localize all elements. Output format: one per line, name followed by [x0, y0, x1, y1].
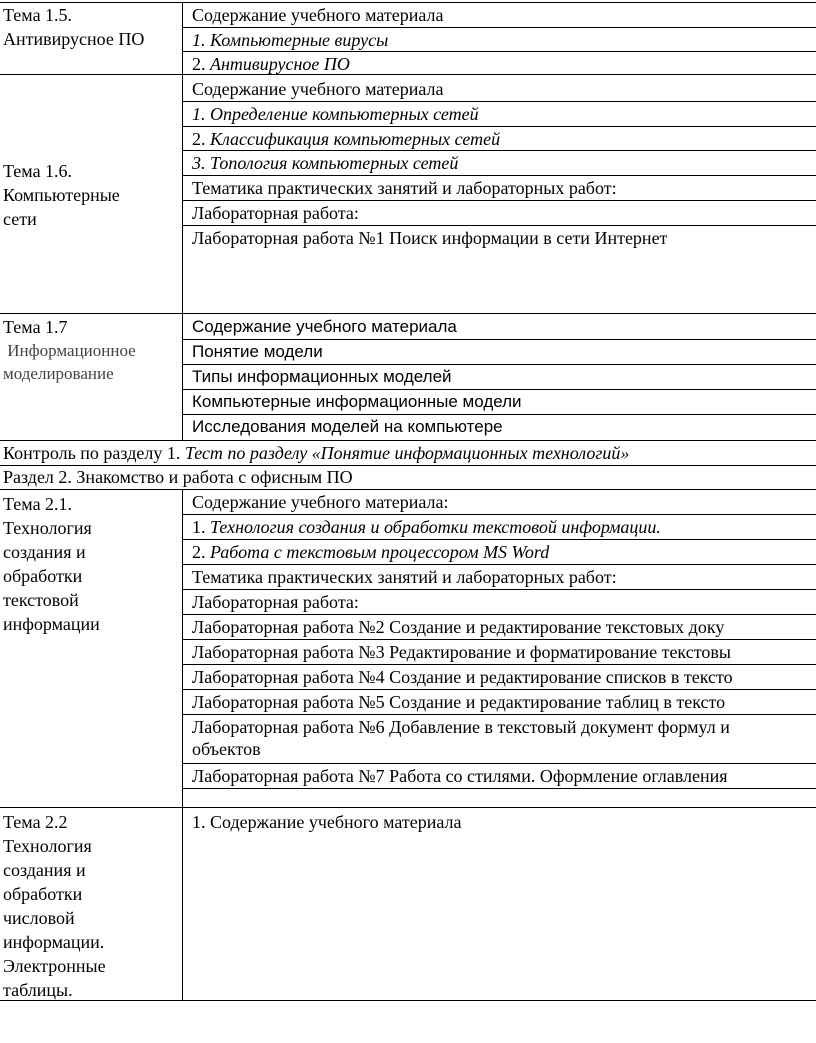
- topic-1-7-item-0: Содержание учебного материала: [192, 317, 457, 336]
- topic-2-1-item-0: Содержание учебного материала:: [192, 492, 449, 512]
- topic-1-7-item-2: Типы информационных моделей: [192, 367, 452, 386]
- topic-1-7-title: [3, 316, 136, 385]
- topic-title-line: информации: [3, 614, 100, 634]
- topic-1-6-item-6: Лабораторная работа №1 Поиск информации в сети Интернет: [192, 228, 668, 248]
- topic-title-line: Антивирусное ПО: [3, 29, 145, 49]
- topic-2-1-item-4: Лабораторная работа:: [192, 592, 359, 612]
- topic-1-7-item-1: Понятие модели: [192, 342, 323, 361]
- control-test-title: Тест по разделу «Понятие информационных технологий»: [184, 443, 630, 463]
- topic-title-line: Электронные: [3, 956, 106, 976]
- topic-title-line: Тема 1.7: [3, 317, 68, 337]
- item-number: 2.: [192, 129, 210, 149]
- item-text: Работа с текстовым процессором MS Word: [210, 542, 550, 562]
- topic-2-1-item-9-continued: объектов: [192, 739, 261, 759]
- topic-title-line: Технология: [3, 836, 92, 856]
- topic-1-7-item-4: Исследования моделей на компьютере: [192, 417, 503, 436]
- item-text: Технология создания и обработки текстовой информации.: [210, 517, 661, 537]
- topic-title-line: Компьютерные: [3, 185, 120, 205]
- topic-2-2-item-0: 1. Содержание учебного материала: [192, 812, 462, 832]
- topic-2-1-item-7: Лабораторная работа №4 Создание и редактирование списков в тексто: [192, 667, 733, 687]
- topic-1-5-item-2: [192, 53, 350, 75]
- topic-title-line: сети: [3, 209, 37, 229]
- topic-1-6-item-1: 1. Определение компьютерных сетей: [192, 104, 479, 124]
- topic-2-1-item-5: Лабораторная работа №2 Создание и редактирование текстовых доку: [192, 617, 725, 637]
- topic-title-line: Информационное: [3, 341, 136, 360]
- topic-title-line: создания и: [3, 542, 86, 562]
- topic-1-5-title: [3, 3, 144, 51]
- topic-2-1-title: [3, 492, 100, 636]
- topic-2-1-item-1: [192, 516, 661, 538]
- topic-2-1-item-9: Лабораторная работа №6 Добавление в текстовый документ формул и: [192, 717, 730, 737]
- topic-2-1-item-6: Лабораторная работа №3 Редактирование и форматирование текстовы: [192, 642, 731, 662]
- section-1-control-row: [3, 442, 629, 464]
- item-number: 1.: [192, 517, 210, 537]
- topic-2-1-item-8: Лабораторная работа №5 Создание и редактирование таблиц в тексто: [192, 692, 726, 712]
- topic-title-line: обработки: [3, 566, 83, 586]
- topic-2-2-title: [3, 810, 106, 1002]
- topic-title-line: текстовой: [3, 590, 79, 610]
- topic-title-line: создания и: [3, 860, 86, 880]
- topic-1-5-item-0: Содержание учебного материала: [192, 5, 444, 25]
- topic-title-line: Тема 1.6.: [3, 161, 73, 181]
- topic-1-7-item-3: Компьютерные информационные модели: [192, 392, 522, 411]
- topic-1-6-item-0: Содержание учебного материала: [192, 79, 444, 99]
- topic-2-1-item-10: Лабораторная работа №7 Работа со стилями. Оформление оглавления: [192, 766, 728, 786]
- topic-1-6-item-4: Тематика практических занятий и лабораторных работ:: [192, 178, 617, 198]
- topic-1-6-item-2: [192, 128, 500, 150]
- topic-title-line: Тема 2.2: [3, 812, 68, 832]
- topic-title-line: информации.: [3, 932, 105, 952]
- topic-title-line: обработки: [3, 884, 83, 904]
- topic-title-line: Тема 2.1.: [3, 494, 73, 514]
- topic-title-line: таблицы.: [3, 980, 73, 1000]
- item-number: 2.: [192, 54, 210, 74]
- item-text: Антивирусное ПО: [210, 54, 350, 74]
- item-text: Классификация компьютерных сетей: [210, 129, 501, 149]
- topic-1-6-item-5: Лабораторная работа:: [192, 203, 359, 223]
- topic-1-6-title: [3, 159, 120, 231]
- topic-2-1-item-2: [192, 541, 549, 563]
- control-prefix: Контроль по разделу 1.: [3, 443, 185, 463]
- section-2-heading: Раздел 2. Знакомство и работа с офисным ПО: [3, 467, 353, 487]
- topic-title-line: моделирование: [3, 364, 114, 383]
- item-number: 2.: [192, 542, 210, 562]
- topic-1-5-item-1: 1. Компьютерные вирусы: [192, 30, 389, 50]
- topic-1-6-item-3: 3. Топология компьютерных сетей: [192, 153, 459, 173]
- topic-title-line: числовой: [3, 908, 75, 928]
- topic-title-line: Технология: [3, 518, 92, 538]
- topic-title-line: Тема 1.5.: [3, 5, 73, 25]
- topic-2-1-item-3: Тематика практических занятий и лабораторных работ:: [192, 567, 617, 587]
